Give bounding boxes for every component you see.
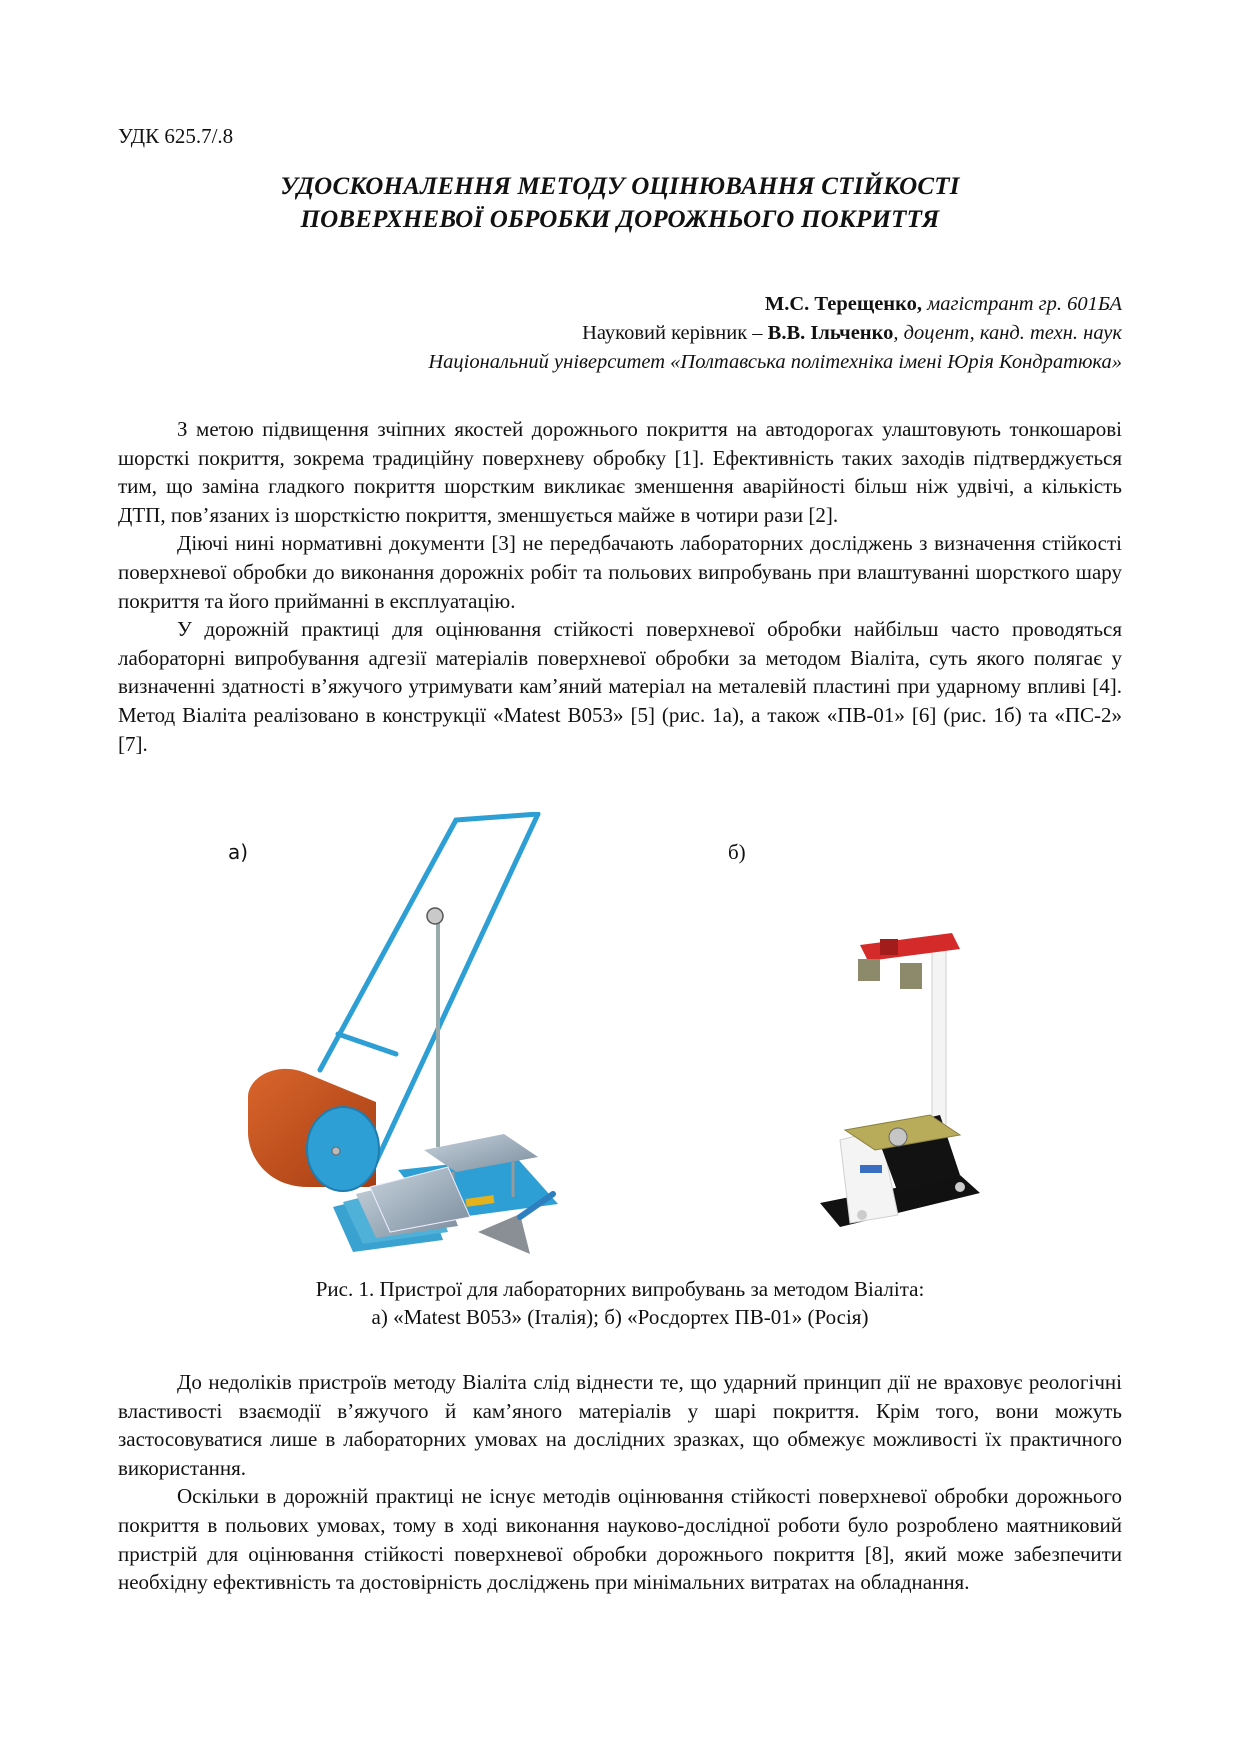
title-line-2: ПОВЕРХНЕВОЇ ОБРОБКИ ДОРОЖНЬОГО ПОКРИТТЯ — [300, 206, 940, 233]
caption-line-1: Рис. 1. Пристрої для лабораторних випробувань за методом Віаліта: — [315, 1277, 925, 1301]
figure-label-b: б) — [728, 840, 746, 864]
author-name: М.С. Терещенко, — [764, 293, 923, 315]
author-line — [428, 290, 1122, 319]
author-role: магістрант гр. 601БА — [927, 293, 1122, 315]
figure-label-a: а) — [228, 840, 249, 864]
paragraph: До недоліків пристроїв методу Віаліта слід віднести те, що ударний принцип дії не враховує реологічні властивості взаємодії в’яжучого й кам’яного матеріалів у шарі покриття. Крім того, вони можуть застосовуватися лише в лабораторних умовах на дослідних зразках, що обмежує можливості їх практичного використання. — [118, 1370, 1122, 1480]
figure-caption — [118, 1275, 1122, 1331]
body-section-intro — [118, 415, 1122, 758]
title-line-1: УДОСКОНАЛЕННЯ МЕТОДУ ОЦІНЮВАННЯ СТІЙКОСТІ — [280, 173, 960, 200]
supervisor-prefix: Науковий керівник – — [582, 322, 768, 344]
supervisor-line — [428, 319, 1122, 348]
paragraph: З метою підвищення зчіпних якостей дорожнього покриття на автодорогах улаштовують тонкошарові шорсткі покриття, зокрема традиційну поверхневу обробку [1]. Ефективність таких заходів підтверджується тим, що заміна гладкого покриття шорстким викликає зменшення аварійності більш ніж удвічі, а кількість ДТП, пов’язаних із шорсткістю покриття, зменшується майже в чотири рази [2]. — [118, 417, 1122, 527]
body-section-discussion — [118, 1368, 1122, 1597]
author-block — [428, 290, 1122, 377]
affiliation: Національний університет «Полтавська політехніка імені Юрія Кондратюка» — [428, 351, 1122, 373]
supervisor-name: В.В. Ільченко — [767, 322, 894, 344]
supervisor-role: , доцент, канд. техн. наук — [893, 322, 1122, 344]
rosdortekh-pv01-photo — [820, 925, 980, 1240]
paragraph: Оскільки в дорожній практиці не існує методів оцінювання стійкості поверхневої обробки дорожнього покриття в польових умовах, тому в ході виконання науково-дослідної роботи було розроблено маятниковий пристрій для оцінювання стійкості поверхневої обробки дорожнього покриття [8], який може забезпечити необхідну ефективність та достовірність досліджень при мінімальних витратах на обладнання. — [118, 1484, 1122, 1595]
affiliation-line — [428, 348, 1122, 377]
caption-line-2: а) «Matest B053» (Італія); б) «Росдортех ПВ-01» (Росія) — [371, 1305, 869, 1329]
paragraph: Діючі нині нормативні документи [3] не передбачають лабораторних досліджень з визначення стійкості поверхневої обробки до виконання дорожніх робіт та польових випробувань при влаштуванні шорсткого шару покриття та його прийманні в експлуатацію. — [118, 531, 1122, 613]
matest-b053-photo — [248, 812, 618, 1262]
udk-code: УДК 625.7/.8 — [118, 124, 234, 148]
paragraph: У дорожній практиці для оцінювання стійкості поверхневої обробки найбільш часто проводяться лабораторні випробування адгезії матеріалів поверхневої обробки за методом Віаліта, суть якого полягає у визначенні здатності в’яжучого утримувати кам’яний матеріал на металевій пластині при ударному впливі [4]. Метод Віаліта реалізовано в конструкції «Matest B053» [5] (рис. 1а), а також «ПВ-01» [6] (рис. 1б) та «ПС-2» [7]. — [118, 617, 1122, 756]
paper-title — [118, 170, 1122, 236]
